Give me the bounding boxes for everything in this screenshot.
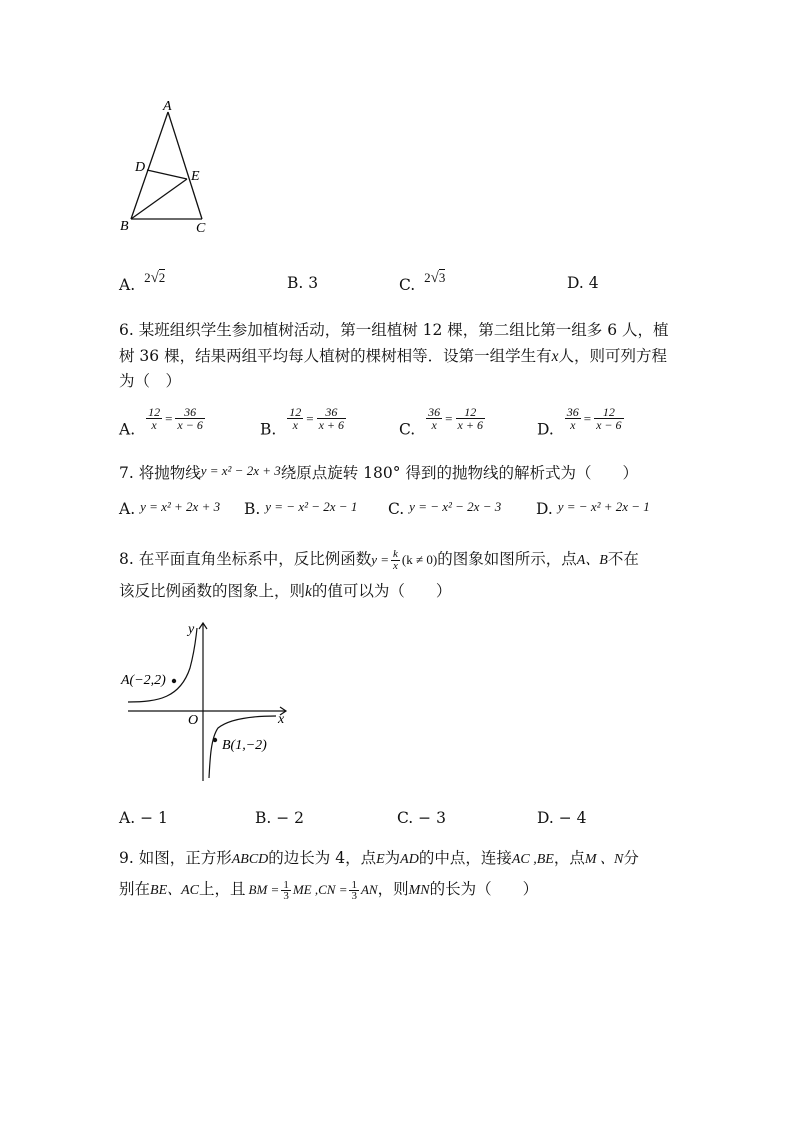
q8-line-1: 8. 在平面直角坐标系中，反比例函数y = $\frac{k}{x}$ (k ≠ 0)的图象如图所示，点A、B不在 [119, 547, 639, 572]
q7-option-d: D. y = − x² + 2x − 1 [536, 499, 650, 518]
origin-label: O [188, 713, 199, 728]
point-b-label: B(1,−2) [222, 738, 267, 753]
q5-option-c: C. $^{2√3}$ [399, 270, 446, 294]
side-ac [168, 112, 202, 219]
q5-option-b: B. 3 [287, 274, 319, 292]
label-a: A [163, 99, 172, 114]
q8-option-b: B. − 2 [255, 809, 305, 827]
q8-option-d: D. − 4 [537, 809, 587, 827]
q6-line-3: 为（ ） [119, 372, 182, 390]
point-a-label: A(−2,2) [121, 673, 166, 688]
q7-option-c: C. y = − x² − 2x − 3 [388, 499, 502, 518]
y-axis-label: y [188, 622, 195, 637]
curve-branch-left [128, 628, 197, 702]
q9-line-2: 别在BE、AC上，且 BM = $\frac{1}{3}$ ME ,CN = $\frac{1}{3}$ AN，则MN的长为（ ） [119, 878, 539, 902]
label-e: E [191, 169, 200, 184]
label-c: C [196, 221, 206, 236]
q7-option-a: A. y = x² + 2x + 3 [119, 499, 221, 518]
x-axis-label: x [278, 712, 285, 727]
segment-be [131, 179, 187, 219]
point-a-dot [172, 679, 176, 683]
label-b: B [120, 219, 129, 234]
q7-option-b: B. y = − x² − 2x − 1 [244, 499, 358, 518]
q5-option-a: A. $^{2√2}$ [119, 270, 166, 294]
q6-option-c: C. $\frac{36}{x}$ = $\frac{12}{x + 6}$ [399, 405, 483, 439]
q7-question: 7. 将抛物线y = x² − 2x + 3绕原点旋转 180° 得到的抛物线的解析式为（ ） [119, 463, 638, 482]
q8-option-c: C. − 3 [397, 809, 446, 827]
q5-option-d: D. 4 [567, 274, 599, 292]
q9-line-1: 9. 如图，正方形ABCD的边长为 4，点E为AD的中点，连接AC ,BE，点M 、N分 [119, 849, 639, 867]
q8-line-2: 该反比例函数的图象上，则k的值可以为（ ） [119, 582, 452, 600]
q8-option-a: A. − 1 [119, 809, 168, 827]
label-d: D [135, 160, 146, 175]
triangle-figure [110, 95, 220, 240]
segment-de [147, 170, 187, 179]
q6-option-d: D. $\frac{36}{x}$ = $\frac{12}{x - 6}$ [537, 405, 622, 439]
q6-option-b: B. $\frac{12}{x}$ = $\frac{36}{x + 6}$ [260, 405, 345, 439]
q6-line-2: 树 36 棵，结果两组平均每人植树的棵树相等．设第一组学生有x人，则可列方程 [119, 347, 667, 365]
hyperbola-graph [118, 618, 298, 786]
q6-option-a: A. $\frac{12}{x}$ = $\frac{36}{x - 6}$ [119, 405, 203, 439]
point-b-dot [213, 738, 217, 742]
q6-line-1: 6. 某班组织学生参加植树活动，第一组植树 12 棵，第二组比第一组多 6 人，植 [119, 321, 669, 339]
